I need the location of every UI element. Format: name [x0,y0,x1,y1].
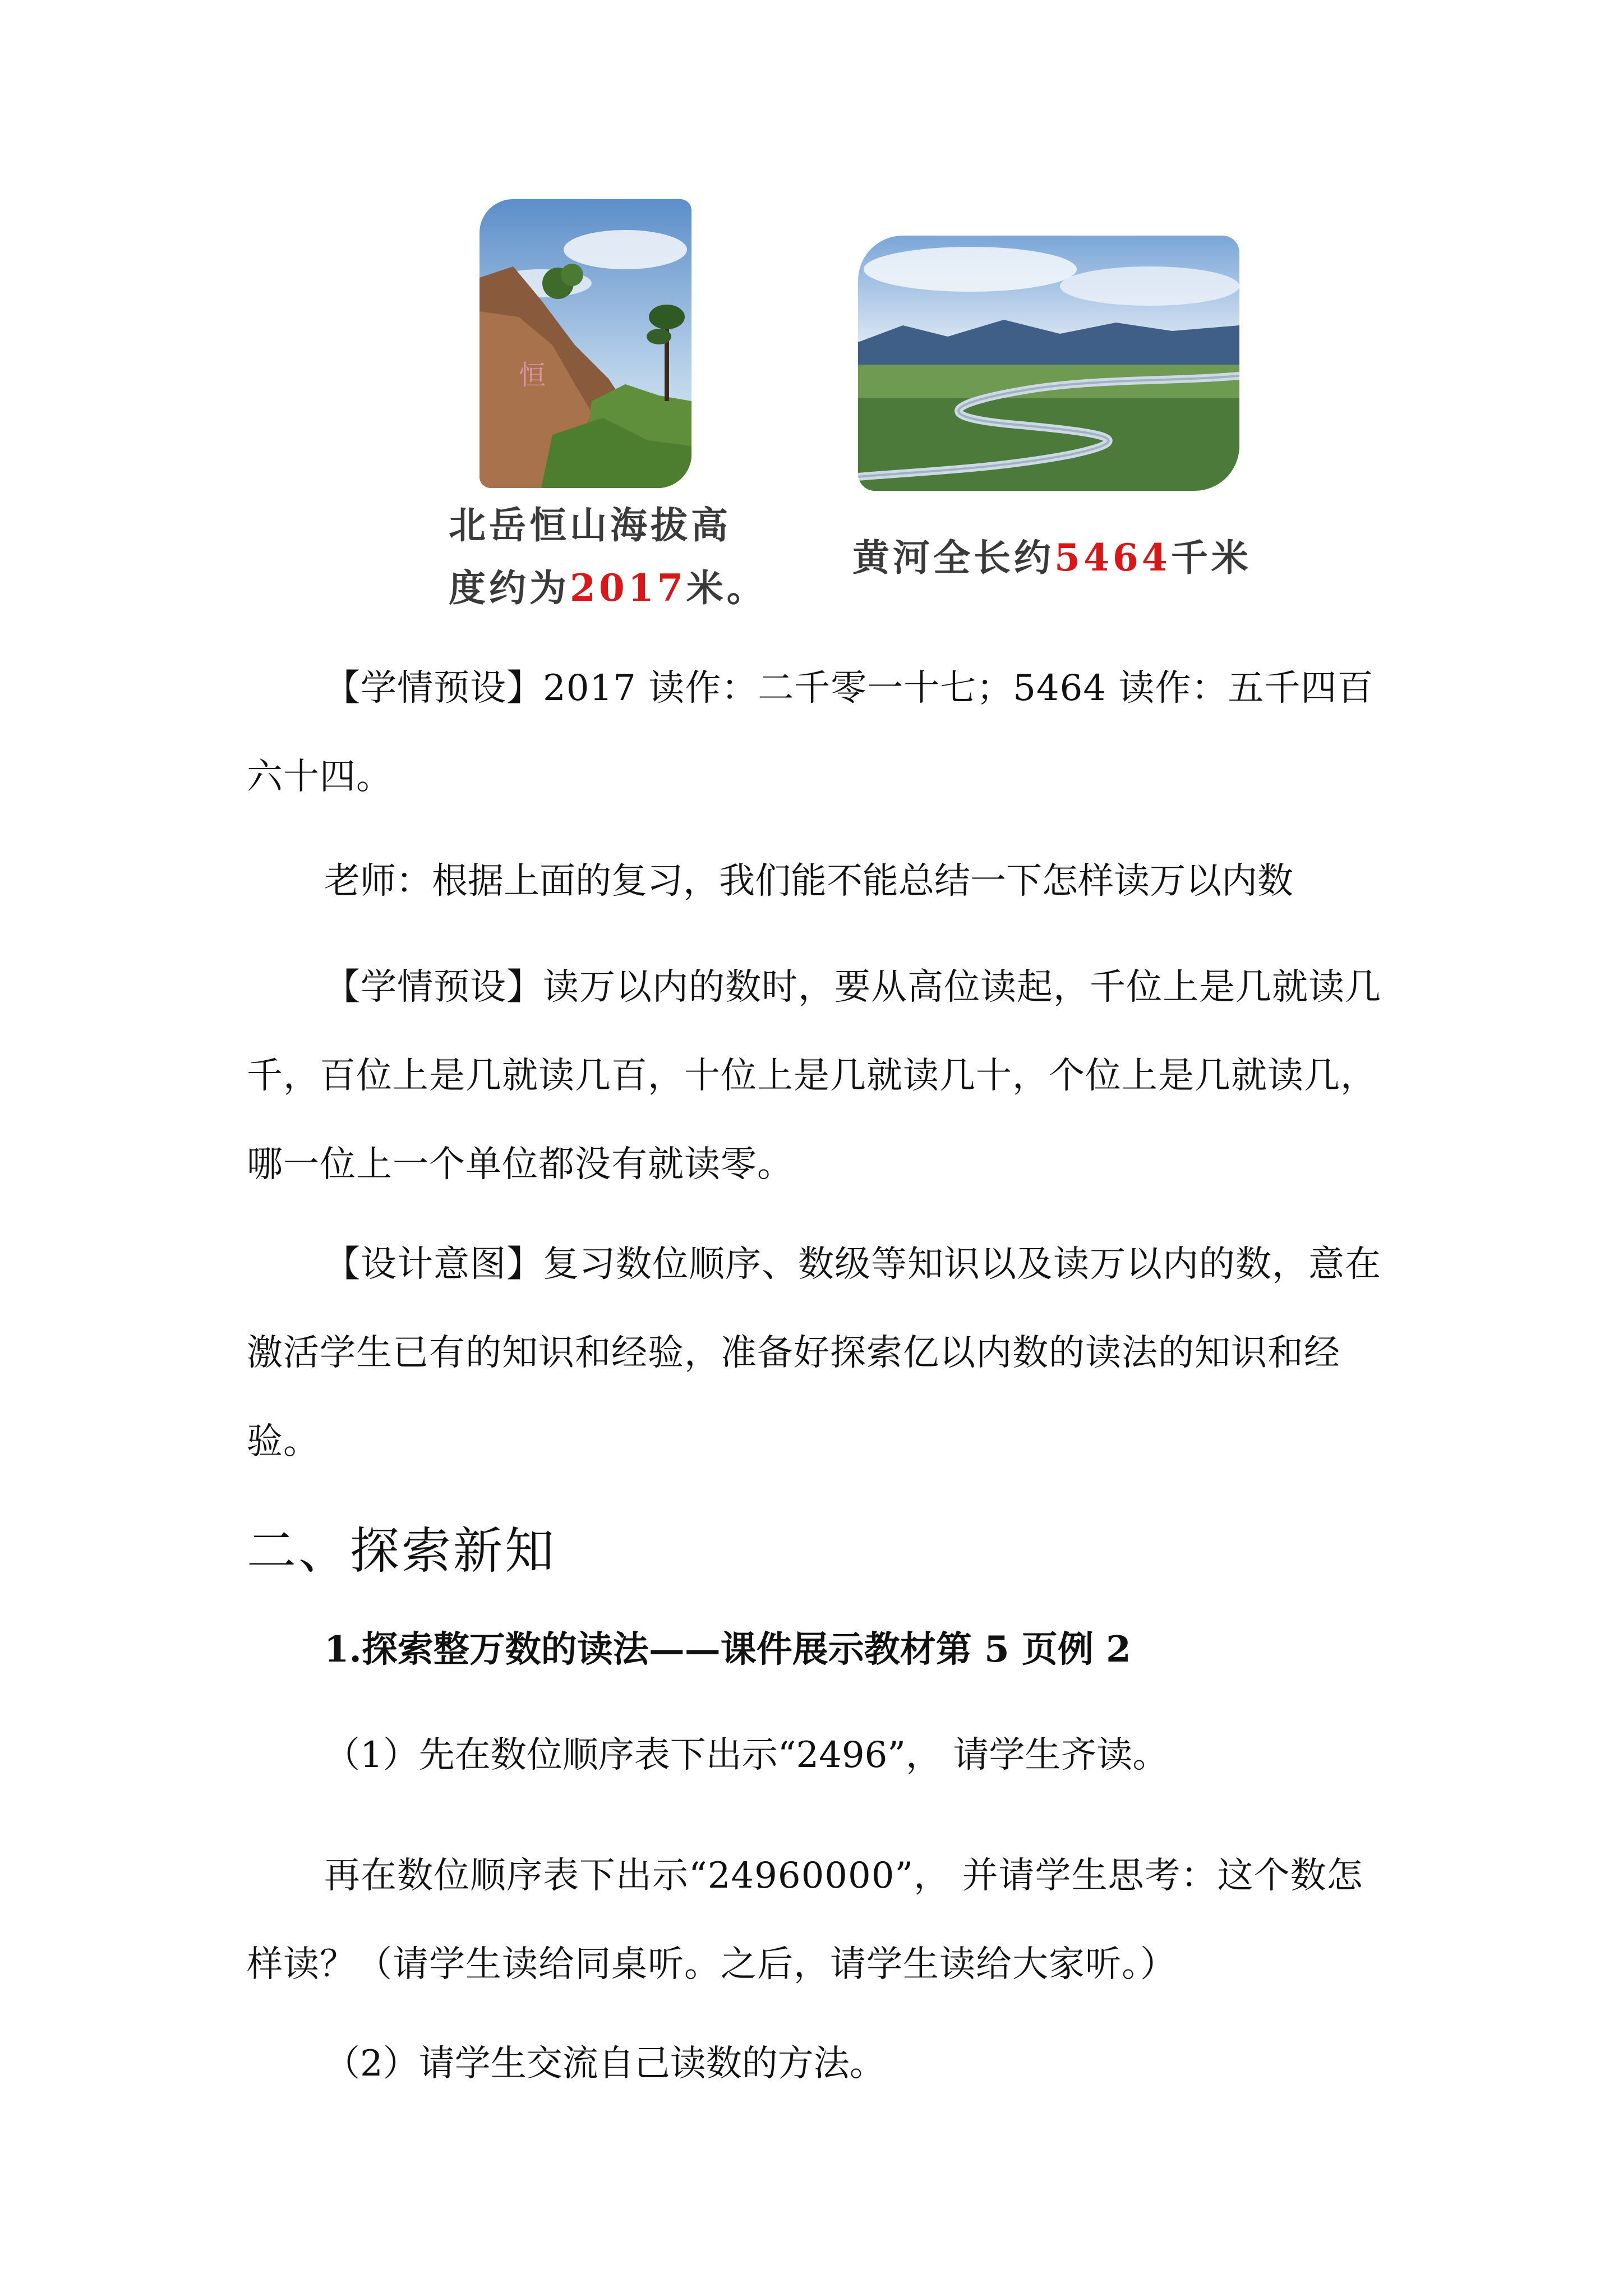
step-1-continued: 再在数位顺序表下出示“24960000”， 并请学生思考：这个数怎样读？（请学生读给同桌听。之后，请学生读给大家听。） [247,1855,1363,1985]
svg-text:恒: 恒 [519,360,546,391]
mountain-caption-prefix: 度约为 [449,566,570,610]
mountain-photo [479,199,691,488]
paragraph-design-intent: 【设计意图】复习数位顺序、数级等知识以及读万以内的数，意在激活学生已有的知识和经验，准备好探索亿以内数的读法的知识和经验。 [247,1244,1381,1462]
river-caption-suffix: 千米 [1170,536,1252,579]
subsection-title: 1.探索整万数的读法——课件展示教材第 5 页例 2 [324,1628,1131,1671]
river-length-value: 5464 [1054,536,1171,579]
step-2: （2）请学生交流自己读数的方法。 [324,2043,886,2085]
river-illustration [858,236,1239,491]
river-caption [852,526,1252,589]
mountain-illustration [479,199,691,488]
mountain-caption-line1: 北岳恒山海拔高 [449,503,731,547]
section-title: 二、探索新知 [247,1522,557,1580]
river-caption-prefix: 黄河全长约 [852,536,1054,579]
paragraph-preset-2: 【学情预设】读万以内的数时，要从高位读起，千位上是几就读几千，百位上是几就读几百，十位上是几就读几十，个位上是几就读几，哪一位上一个单位都没有就读零。 [247,967,1381,1185]
mountain-height-value: 2017 [570,566,686,610]
mountain-caption [449,494,767,619]
mountain-caption-suffix: 米。 [686,566,767,610]
paragraph-teacher: 老师：根据上面的复习，我们能不能总结一下怎样读万以内数 [324,861,1293,902]
paragraph-preset-1: 【学情预设】2017 读作：二千零一十七；5464 读作：五千四百六十四。 [247,668,1374,798]
mountain-caption-line2 [449,556,767,619]
yellow-river-photo [858,236,1239,491]
step-1: （1）先在数位顺序表下出示“2496”， 请学生齐读。 [324,1734,1169,1776]
